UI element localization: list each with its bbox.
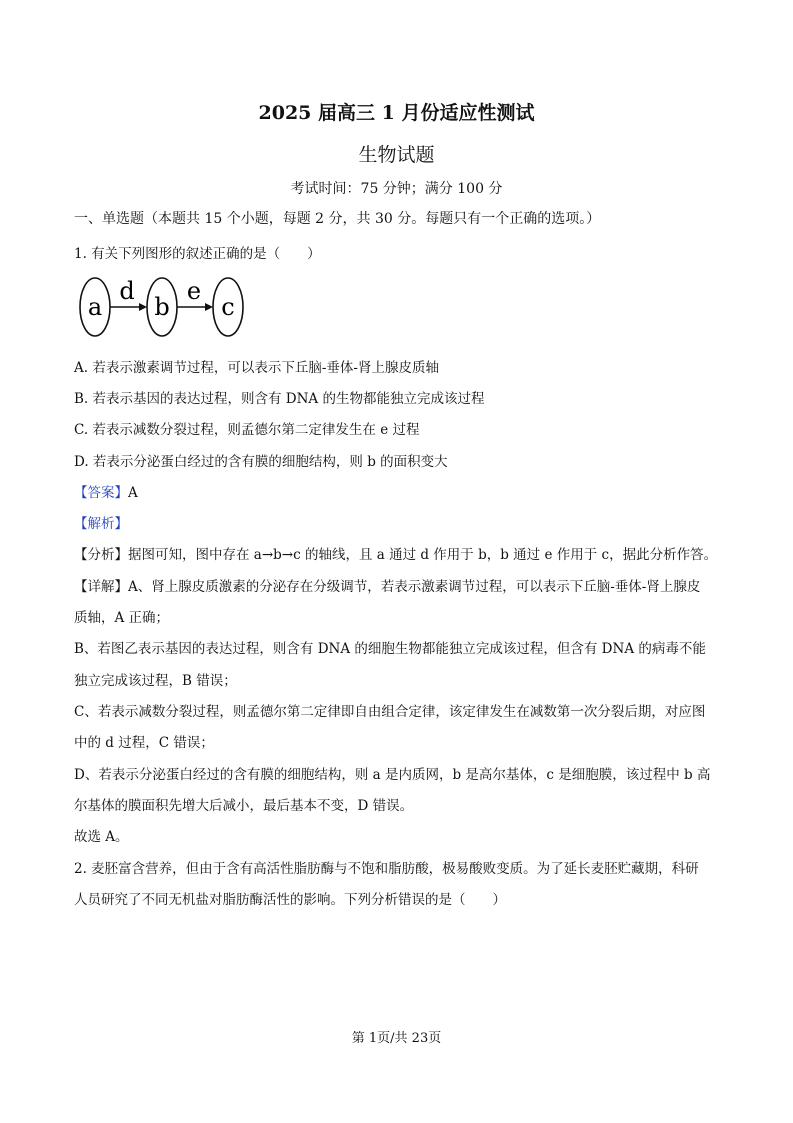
arrow-d-head [139,303,147,311]
xiangjie-text: A、肾上腺皮质激素的分泌存在分级调节，若表示激素调节过程，可以表示下丘脑-垂体-肾上腺皮 [128,579,701,595]
fenxi-line [74,543,717,563]
explain-d-line-1: D、若表示分泌蛋白经过的含有膜的细胞结构，则 a 是内质网，b 是高尔基体，c 是细胞膜，该过程中 b 高 [74,767,711,783]
exam-title: 2025 届高三 1 月份适应性测试 [258,102,535,124]
fenxi-tag: 【分析】 [74,547,128,563]
question-2-line-1: 2. 麦胚富含营养，但由于含有高活性脂肪酶与不饱和脂肪酸，极易酸败变质。为了延长麦胚贮藏期，科研 [74,861,699,877]
analysis-heading [74,512,128,532]
node-a-label: a [87,293,103,321]
section-heading: 一、单选题（本题共 15 个小题，每题 2 分，共 30 分。每题只有一个正确的选项。） [74,211,601,227]
exam-subtitle: 生物试题 [358,144,435,166]
page-footer: 第 1页/共 23页 [351,1031,442,1046]
answer-value: A [128,485,138,501]
option-d: D. 若表示分泌蛋白经过的含有膜的细胞结构，则 b 的面积变大 [74,454,448,470]
analysis-tag: 【解析】 [74,516,128,532]
xiangjie-tag: 【详解】 [74,579,128,595]
edge-d-label: d [119,277,135,305]
edge-e-label: e [186,277,202,305]
question-1-stem: 1. 有关下列图形的叙述正确的是（ ） [74,246,321,262]
arrow-e-head [205,303,213,311]
xiangjie-line-1 [74,575,700,595]
option-b: B. 若表示基因的表达过程，则含有 DNA 的生物都能独立完成该过程 [74,391,485,407]
xiangjie-line-2: 质轴，A 正确； [74,610,170,626]
explain-c-line-2: 中的 d 过程，C 错误； [74,735,214,751]
option-a: A. 若表示激素调节过程，可以表示下丘脑-垂体-肾上腺皮质轴 [74,360,439,376]
answer-line [74,481,138,501]
exam-time-info: 考试时间：75 分钟；满分 100 分 [290,181,503,197]
explain-b-line-1: B、若图乙表示基因的表达过程，则含有 DNA 的细胞生物都能独立完成该过程，但含有 DNA 的病毒不能 [74,641,706,657]
node-c-label: c [221,293,235,321]
answer-tag: 【答案】 [74,485,128,501]
explain-c-line-1: C、若表示减数分裂过程，则孟德尔第二定律即自由组合定律，该定律发生在减数第一次分裂后期，对应图 [74,704,706,720]
flow-diagram [78,273,248,341]
explain-d-line-2: 尔基体的膜面积先增大后减小，最后基本不变，D 错误。 [74,798,414,814]
explain-b-line-2: 独立完成该过程，B 错误； [74,673,237,689]
question-2-line-2: 人员研究了不同无机盐对脂肪酶活性的影响。下列分析错误的是（ ） [74,892,506,908]
node-b-label: b [154,293,170,321]
option-c: C. 若表示减数分裂过程，则孟德尔第二定律发生在 e 过程 [74,422,420,438]
conclusion-line: 故选 A。 [74,829,129,845]
fenxi-text: 据图可知，图中存在 a→b→c 的轴线，且 a 通过 d 作用于 b，b 通过 e 作用于 c，据此分析作答。 [128,547,718,563]
